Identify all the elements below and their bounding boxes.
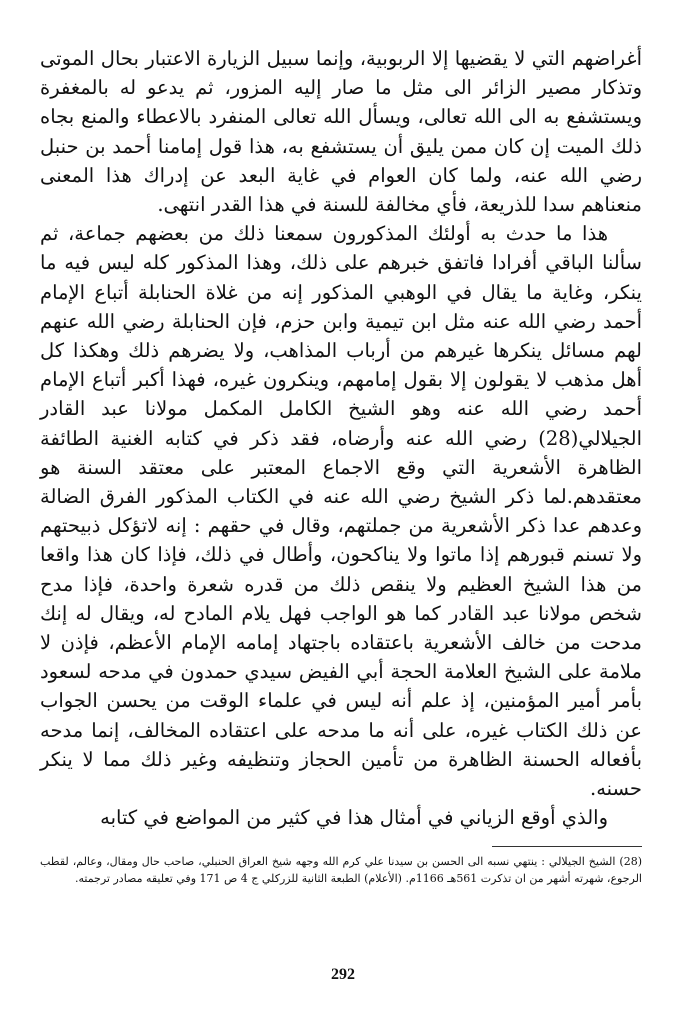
- footnotes: [40, 853, 642, 887]
- paragraph-3: والذي أوقع الزياني في أمثال هذا في كثير من المواضع في كتابه: [100, 806, 608, 830]
- body-text: [40, 44, 642, 832]
- footnote-28: (28) الشيخ الجيلالي : ينتهي نسبه الى الحسن بن سيدنا علي كرم الله وجهه شيخ العراق الحنبلي، صاحب حال ومقال، وعالم، لقطب الرجوع، شهرته أشهر من ان تذكرت 561هـ 1166م. (الأعلام) الطبعة الثانية للزركلي ج 4 ص 171 وفي تعليقه مصادر ترجمته.: [40, 855, 642, 886]
- footnote-divider: [492, 846, 642, 847]
- page-number: 292: [331, 966, 355, 983]
- paragraph-2: هذا ما حدث به أولئك المذكورون سمعنا ذلك من بعضهم جماعة، ثم سألنا الباقي أفرادا فاتفق خبرهم على ذلك، وهذا المذكور كله ليس فيه ما ينكر، وغاية ما يقال في الوهبي المذكور إنه من غلاة الحنابلة أتباع الإمام أحمد رضي الله عنه مثل ابن تيمية وابن حزم، فإن الحنابلة رضي الله عنهم لهم مسائل ينكرها غيرهم من أرباب المذاهب، ولا يضرهم ذلك وهكذا كل أهل مذهب لا يقولون إلا بقول إمامهم، وينكرون غيره، فهذا أكبر أتباع الإمام أحمد رضي الله عنه وهو الشيخ الكامل المكمل مولانا عبد القادر الجيلالي(28) رضي الله عنه وأرضاه، فقد ذكر في كتابه الغنية الطائفة الظاهرة الأشعرية التي وقع الاجماع المعتبر على معتقد السنة هو معتقدهم.لما ذكر الشيخ رضي الله عنه في الكتاب المذكور الفرق الضالة وعدهم عدا ذكر الأشعرية من جملتهم، وقال في حقهم : إنه لاتؤكل ذبيحتهم ولا تسنم قبورهم إذا ماتوا ولا يناكحون، وأطال في ذلك، فإذا كان هذا واقعا من هذا الشيخ العظيم ولا ينقص ذلك من قدره شعرة واحدة، فإذا مدح شخص مولانا عبد القادر كما هو الواجب فهل يلام المادح له، ويقال له إنك مدحت من خالف الأشعرية باعتقاده باجتهاد إمامه الإمام الأعظم، فإذن لا ملامة على الشيخ العلامة الحجة أبي الفيض سيدي حمدون في مدحه لسعود بأمر أمير المؤمنين، إذ علم أنه ليس في علماء الوقت من يحسن الجواب عن ذلك الكتاب غيره، على أنه ما مدحه على اعتقاده المخالف، إنما مدحه بأفعاله الحسنة الظاهرة من تأمين الحجاز وتنظيفه وغير ذلك مما لا ينكر حسنه.: [40, 222, 642, 801]
- paragraph-1: أغراضهم التي لا يقضيها إلا الربوبية، وإنما سبيل الزيارة الاعتبار بحال الموتى وتذكار مصير الزائر الى مثل ما صار إليه المزور، ثم يدعو له بالمغفرة ويستشفع به الى الله تعالى، ويسأل الله تعالى المنفرد بالاعطاء والمنع بجاه ذلك الميت إن كان ممن يليق أن يستشفع به، هذا قول إمامنا أحمد بن حنبل رضي الله عنه، ولما كان العوام في غاية البعد عن إدراك هذا المعنى منعناهم سدا للذريعة، فأي مخالفة للسنة في هذا القدر انتهى.: [40, 47, 642, 217]
